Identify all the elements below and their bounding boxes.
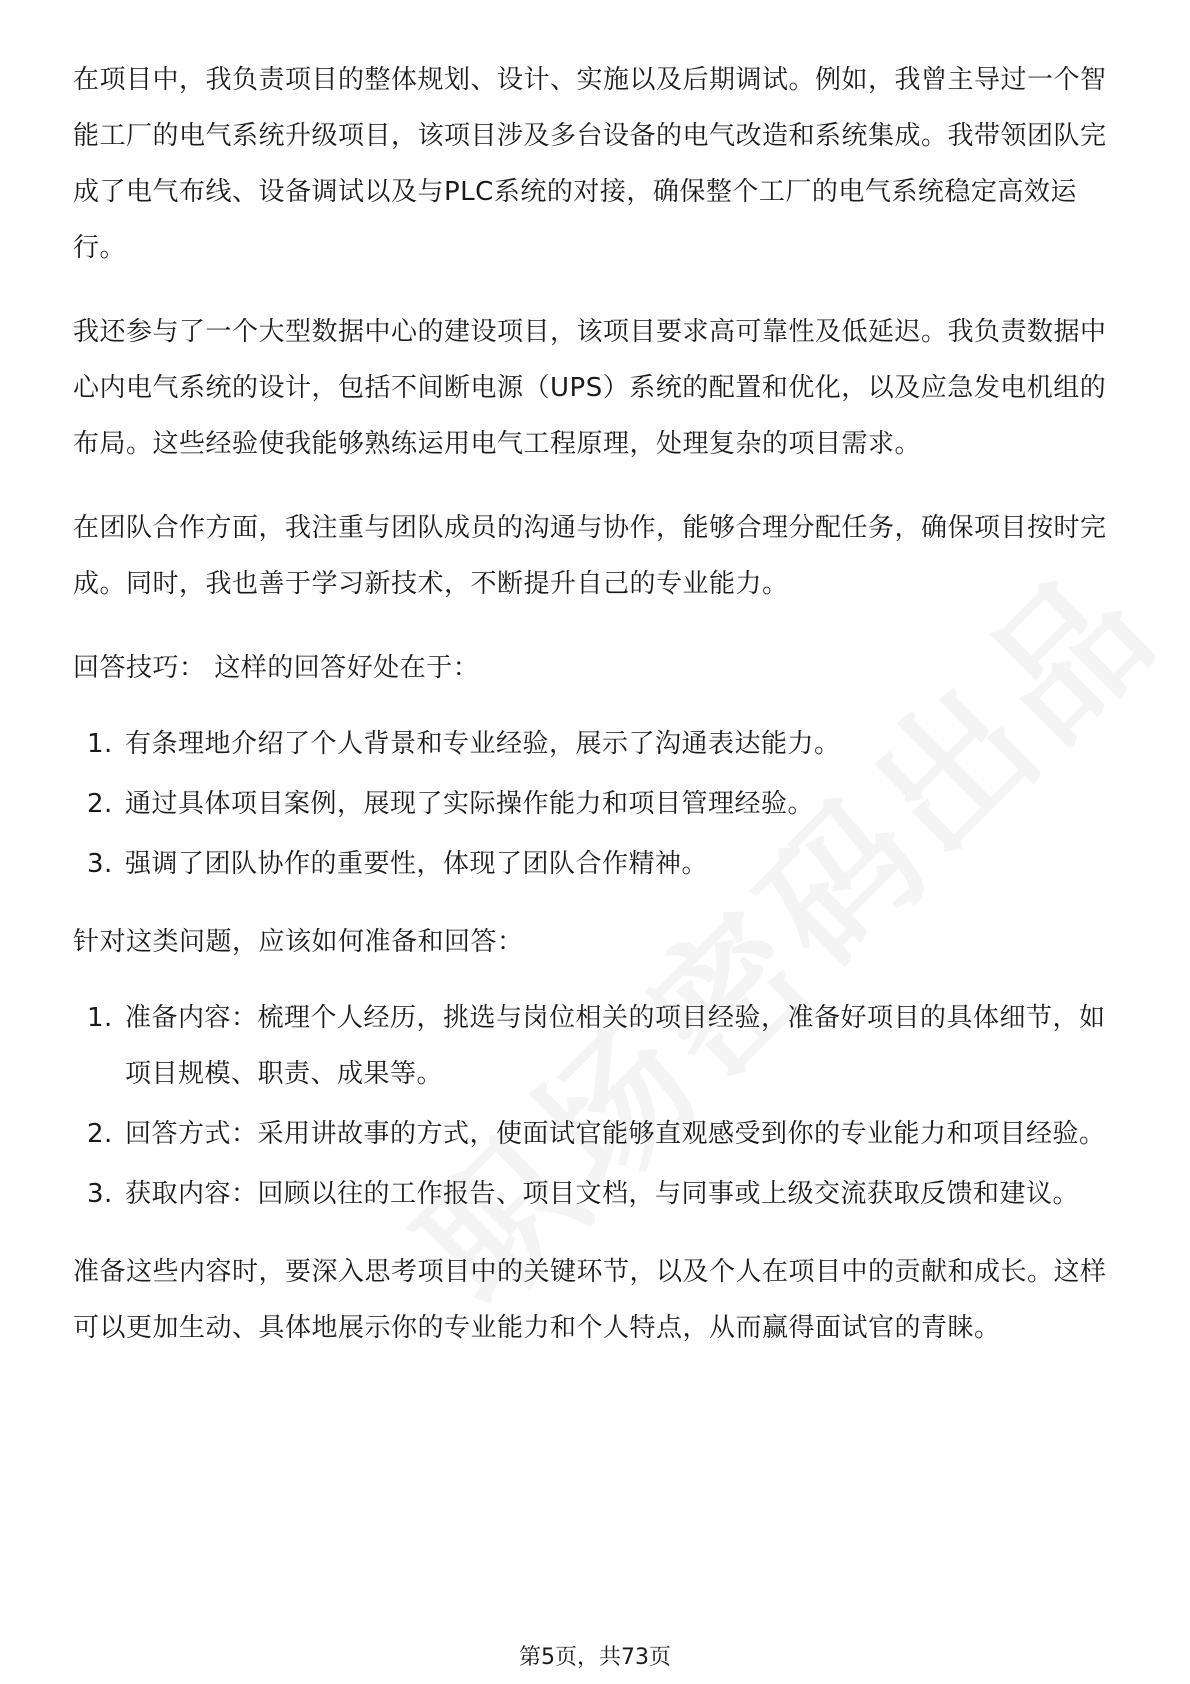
closing-paragraph: 准备这些内容时，要深入思考项目中的关键环节，以及个人在项目中的贡献和成长。这样可以更加生动、具体地展示你的专业能力和个人特点，从而赢得面试官的青睐。 [73,1257,1107,1343]
paragraph-2: 我还参与了一个大型数据中心的建设项目，该项目要求高可靠性及低延迟。我负责数据中心内电气系统的设计，包括不间断电源（UPS）系统的配置和优化，以及应急发电机组的布局。这些经验使我能够熟练运用电气工程原理，处理复杂的项目需求。 [73,317,1107,459]
paragraph-3: 在团队合作方面，我注重与团队成员的沟通与协作，能够合理分配任务，确保项目按时完成。同时，我也善于学习新技术，不断提升自己的专业能力。 [73,513,1107,599]
list-item [73,776,1123,832]
tips-list [73,716,1123,892]
list-item [73,1166,1123,1222]
list-text: 通过具体项目案例，展现了实际操作能力和项目管理经验。 [125,789,815,819]
document-body [73,52,1123,1384]
list-item [73,716,1123,772]
list-text: 准备内容：梳理个人经历，挑选与岗位相关的项目经验，准备好项目的具体细节，如项目规模、职责、成果等。 [125,1003,1106,1089]
paragraph-1: 在项目中，我负责项目的整体规划、设计、实施以及后期调试。例如，我曾主导过一个智能工厂的电气系统升级项目，该项目涉及多台设备的电气改造和系统集成。我带领团队完成了电气布线、设备调试以及与PLC系统的对接，确保整个工厂的电气系统稳定高效运行。 [73,65,1107,263]
list-number: 1. [87,729,113,759]
prep-list [73,990,1123,1222]
list-text: 有条理地介绍了个人背景和专业经验，展示了沟通表达能力。 [125,729,841,759]
list-number: 3. [87,849,113,879]
list-number: 2. [87,1119,113,1149]
list-item [73,836,1123,892]
list-text: 回答方式：采用讲故事的方式，使面试官能够直观感受到你的专业能力和项目经验。 [125,1119,1106,1149]
tips-heading: 回答技巧： 这样的回答好处在于： [73,653,480,683]
list-number: 2. [87,789,113,819]
page-number-footer: 第5页，共73页 [519,1645,671,1670]
prep-heading: 针对这类问题，应该如何准备和回答： [73,927,524,957]
list-number: 1. [87,1003,113,1033]
list-text: 强调了团队协作的重要性，体现了团队合作精神。 [125,849,709,879]
list-number: 3. [87,1179,113,1209]
list-item [73,990,1123,1102]
list-text: 获取内容：回顾以往的工作报告、项目文档，与同事或上级交流获取反馈和建议。 [125,1179,1080,1209]
list-item [73,1106,1123,1162]
